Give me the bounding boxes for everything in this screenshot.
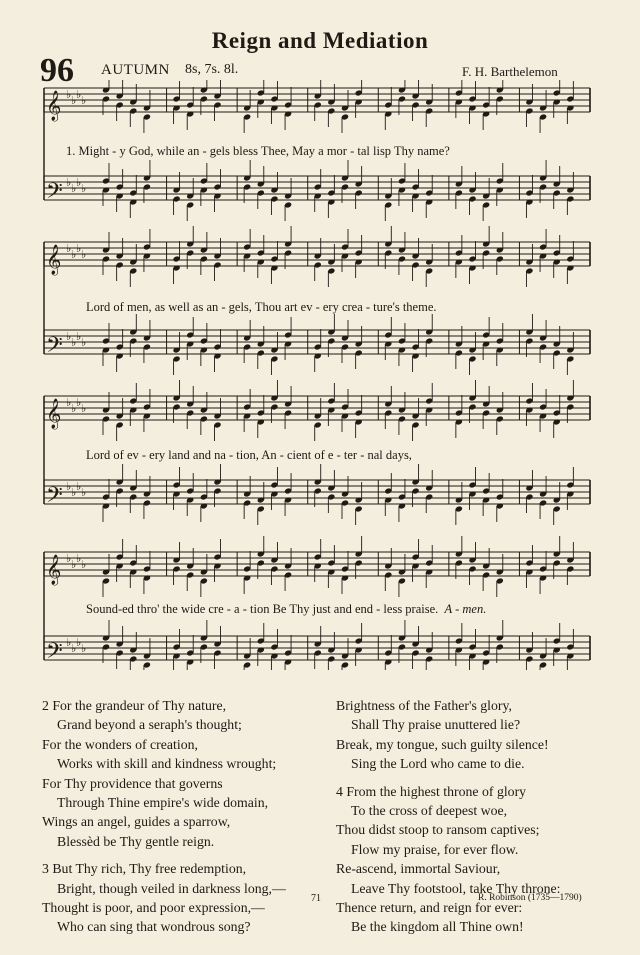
verse-line: Break, my tongue, such guilty silence!	[336, 736, 549, 752]
flat-icon: ♭	[71, 642, 77, 655]
flat-icon: ♭	[81, 182, 87, 195]
verse-line: 3 But Thy rich, Thy free redemption,	[42, 861, 247, 877]
verse-line: Thought is poor, and poor expression,—	[42, 900, 265, 916]
flat-icon: ♭	[66, 636, 72, 649]
flat-icon: ♭	[66, 552, 72, 565]
flat-icon: ♭	[71, 94, 77, 107]
flat-icon: ♭	[71, 248, 77, 261]
section-title: Reign and Mediation	[211, 28, 429, 53]
verses-left-column	[42, 696, 286, 937]
flat-icon: ♭	[81, 486, 87, 499]
flat-icon: ♭	[76, 552, 82, 565]
treble-clef-icon: 𝄞	[46, 245, 62, 275]
verse-line: Flow my praise, for ever flow.	[351, 841, 519, 857]
flat-icon: ♭	[76, 330, 82, 343]
composer: F. H. Barthelemon	[462, 64, 558, 79]
verse-line: 4 From the highest throne of glory	[336, 783, 527, 799]
verse-line: Bright, though veiled in darkness long,—	[57, 880, 286, 896]
flat-icon: ♭	[71, 402, 77, 415]
bass-clef-icon: 𝄢	[46, 333, 63, 363]
tune-name: AUTUMN	[101, 62, 170, 78]
verse-line: Be the kingdom all Thine own!	[351, 919, 524, 935]
flat-icon: ♭	[66, 396, 72, 409]
verse-line: Sing the Lord who came to die.	[351, 756, 525, 772]
flat-icon: ♭	[76, 176, 82, 189]
verse-line: Re-ascend, immortal Saviour,	[336, 861, 501, 877]
flat-icon: ♭	[71, 336, 77, 349]
verse-line: Through Thine empire's wide domain,	[57, 795, 269, 811]
verse-line: Brightness of the Father's glory,	[336, 698, 512, 713]
amen-text: A - men.	[444, 602, 487, 616]
treble-clef-icon: 𝄞	[46, 399, 62, 429]
flat-icon: ♭	[66, 330, 72, 343]
flat-icon: ♭	[71, 558, 77, 571]
flat-icon: ♭	[81, 558, 87, 571]
verse-line: For the wonders of creation,	[42, 736, 198, 752]
verse-line: Leave Thy footstool, take Thy throne:	[351, 880, 561, 896]
verse-line: For Thy providence that governs	[42, 775, 223, 791]
lyric-line-1: 1. Might - y God, while an - gels bless Thee, May a mor - tal lisp Thy name?	[66, 144, 450, 158]
verse-line: Thou didst stoop to ransom captives;	[336, 822, 540, 838]
lyric-line-4	[86, 602, 486, 617]
verse-line: Grand beyond a seraph's thought;	[57, 717, 242, 733]
flat-icon: ♭	[66, 480, 72, 493]
stanza-gap	[336, 774, 560, 782]
verse-line: Thence return, and reign for ever:	[336, 900, 523, 916]
flat-icon: ♭	[81, 336, 87, 349]
verse-line: Shall Thy praise unuttered lie?	[351, 717, 521, 733]
text-credit: R. Robinson (1735—1790)	[478, 893, 582, 903]
verse-line: Works with skill and kindness wrought;	[57, 756, 277, 772]
verse-line: To the cross of deepest woe,	[351, 803, 508, 819]
lyric-line-3: Lord of ev - ery land and na - tion, An - cient of e - ter - nal days,	[86, 448, 412, 462]
lyric-line-2: Lord of men, as well as an - gels, Thou art ev - ery crea - ture's theme.	[86, 300, 437, 314]
flat-icon: ♭	[76, 636, 82, 649]
flat-icon: ♭	[66, 88, 72, 101]
bass-clef-icon: 𝄢	[46, 639, 63, 669]
flat-icon: ♭	[76, 396, 82, 409]
flat-icon: ♭	[81, 642, 87, 655]
music-score	[40, 80, 600, 670]
bass-clef-icon: 𝄢	[46, 483, 63, 513]
flat-icon: ♭	[81, 402, 87, 415]
treble-clef-icon: 𝄞	[46, 91, 62, 121]
hymn-number: 96	[40, 52, 74, 89]
flat-icon: ♭	[71, 182, 77, 195]
treble-clef-icon: 𝄞	[46, 555, 62, 585]
bass-clef-icon: 𝄢	[46, 179, 63, 209]
lyric-line-4-text: Sound-ed thro' the wide cre - a - tion Be Thy just and end - less praise.	[86, 602, 439, 616]
flat-icon: ♭	[81, 94, 87, 107]
flat-icon: ♭	[66, 242, 72, 255]
verse-line: Who can sing that wondrous song?	[57, 919, 251, 935]
verse-line: Wings an angel, guides a sparrow,	[42, 814, 231, 830]
verse-line: 2 For the grandeur of Thy nature,	[42, 698, 227, 713]
page-number: 71	[311, 893, 321, 904]
flat-icon: ♭	[81, 248, 87, 261]
flat-icon: ♭	[66, 176, 72, 189]
flat-icon: ♭	[71, 486, 77, 499]
flat-icon: ♭	[76, 88, 82, 101]
flat-icon: ♭	[76, 242, 82, 255]
verse-line: Blessèd be Thy gentle reign.	[57, 833, 215, 849]
stanza-gap	[42, 851, 286, 859]
flat-icon: ♭	[76, 480, 82, 493]
meter: 8s, 7s. 8l.	[185, 62, 239, 77]
